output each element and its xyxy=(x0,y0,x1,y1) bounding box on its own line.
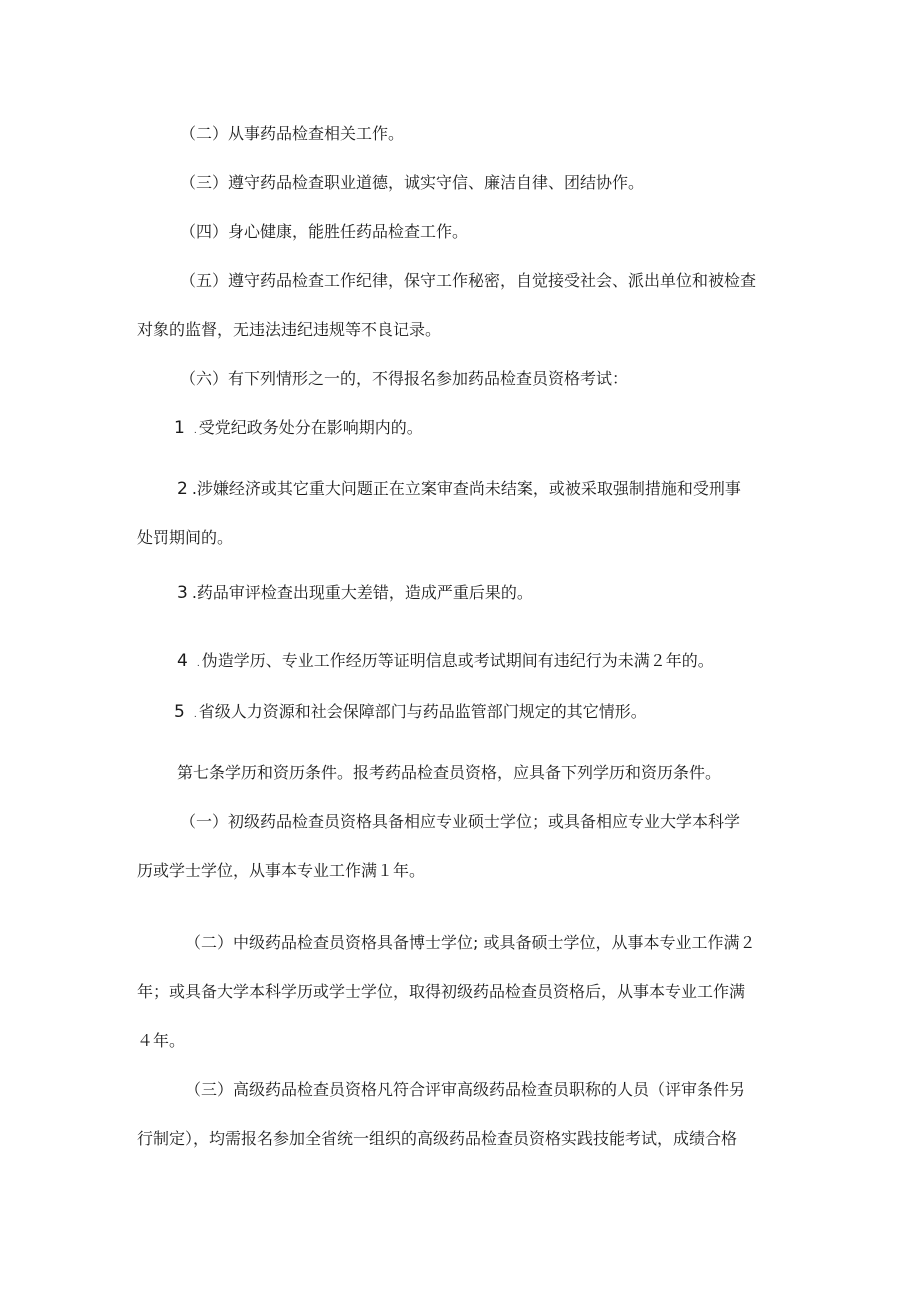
list-item-text: .涉嫌经济或其它重大问题正在立案审查尚未结案，或被采取强制措施和受刑事 xyxy=(191,479,741,498)
paragraph-line: 历或学士学位，从事本专业工作满１年。 xyxy=(137,861,426,880)
paragraph-line: （三）遵守药品检查职业道德，诚实守信、廉洁自律、团结协作。 xyxy=(180,173,645,192)
section-heading-line: 第七条学历和资历条件。报考药品检查员资格，应具备下列学历和资历条件。 xyxy=(177,763,722,782)
paragraph-line: ４年。 xyxy=(137,1031,186,1050)
list-dot: . xyxy=(196,659,200,669)
list-item xyxy=(174,701,647,726)
paragraph-line: （二）从事药品检查相关工作。 xyxy=(180,124,405,143)
paragraph-line: 对象的监督，无违法违纪违规等不良记录。 xyxy=(137,320,442,339)
list-number: 1 xyxy=(174,418,185,438)
paragraph-line: （三）高级药品检查员资格凡符合评审高级药品检查员职称的人员（评审条件另 xyxy=(185,1080,746,1099)
paragraph-line: （一）初级药品检查员资格具备相应专业硕士学位；或具备相应专业大学本科学 xyxy=(180,812,741,831)
paragraph-line: （五）遵守药品检查工作纪律，保守工作秘密，自觉接受社会、派出单位和被检查 xyxy=(180,271,757,290)
list-item xyxy=(177,582,533,604)
paragraph-line: （二）中级药品检查员资格具备博士学位; 或具备硕士学位，从事本专业工作满２ xyxy=(185,933,756,952)
list-dot: . xyxy=(193,426,197,436)
list-dot: . xyxy=(193,710,197,720)
list-number: 4 xyxy=(177,651,188,671)
paragraph-line: 处罚期间的。 xyxy=(137,528,234,547)
list-item-text: 受党纪政务处分在影响期内的。 xyxy=(198,418,423,437)
paragraph-line: （六）有下列情形之一的，不得报名参加药品检查员资格考试： xyxy=(180,369,629,388)
paragraph-line: 行制定），均需报名参加全省统一组织的高级药品检查员资格实践技能考试，成绩合格 xyxy=(137,1129,738,1148)
list-item-text: 伪造学历、专业工作经历等证明信息或考试期间有违纪行为未满２年的。 xyxy=(201,651,714,670)
list-item-text: .药品审评检查出现重大差错，造成严重后果的。 xyxy=(191,583,533,602)
list-number: 3 xyxy=(177,583,188,603)
list-item-text: 省级人力资源和社会保障部门与药品监管部门规定的其它情形。 xyxy=(198,702,647,721)
list-item xyxy=(177,478,741,500)
list-item xyxy=(174,417,423,442)
paragraph-line: 年；或具备大学本科学历或学士学位，取得初级药品检查员资格后，从事本专业工作满 xyxy=(137,982,746,1001)
paragraph-line: （四）身心健康，能胜任药品检查工作。 xyxy=(180,222,469,241)
list-item xyxy=(177,650,714,675)
list-number: 2 xyxy=(177,479,188,499)
list-number: 5 xyxy=(174,702,185,722)
